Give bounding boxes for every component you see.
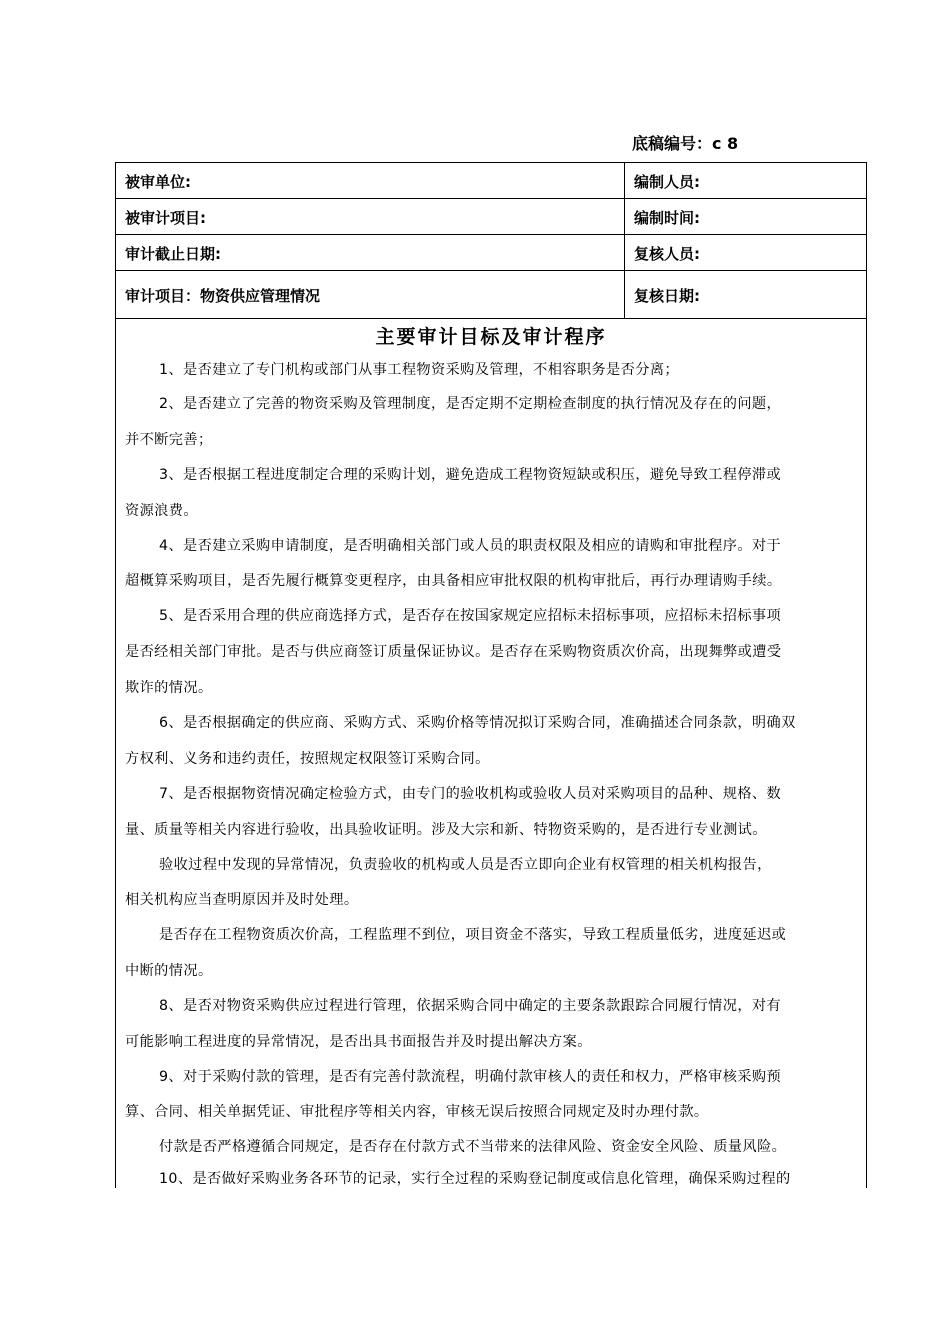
body-line: 9、对于采购付款的管理，是否有完善付款流程，明确付款审核人的责任和权力，严格审核采购预 (159, 1069, 782, 1085)
body-line: 欺诈的情况。 (125, 680, 213, 696)
body-line: 2、是否建立了完善的物资采购及管理制度，是否定期不定期检查制度的执行情况及存在的问题， (159, 396, 782, 412)
body-line: 10、是否做好采购业务各环节的记录，实行全过程的采购登记制度或信息化管理，确保采购过程的 (159, 1171, 791, 1187)
section-title: 主要审计目标及审计程序 (375, 326, 607, 348)
row-divider (116, 318, 866, 319)
prepared-date-label: 编制时间: (634, 209, 700, 227)
doc-number: 底稿编号：c 8 (632, 134, 739, 153)
row-divider (116, 234, 866, 235)
body-line: 可能影响工程进度的异常情况，是否出具书面报告并及时提出解决方案。 (125, 1034, 592, 1050)
body-line: 7、是否根据物资情况确定检验方式，由专门的验收机构或验收人员对采购项目的品种、规格、数 (159, 786, 782, 802)
body-line: 资源浪费。 (125, 503, 198, 519)
body-line: 8、是否对物资采购供应过程进行管理，依据采购合同中确定的主要条款跟踪合同履行情况，对有 (159, 998, 782, 1014)
body-line: 5、是否采用合理的供应商选择方式，是否存在按国家规定应招标未招标事项，应招标未招标事项 (159, 608, 782, 624)
row-divider (116, 270, 866, 271)
audit-cutoff-date-label: 审计截止日期: (125, 245, 221, 263)
column-divider (624, 163, 625, 318)
body-line: 6、是否根据确定的供应商、采购方式、采购价格等情况拟订采购合同，准确描述合同条款，明确双 (159, 715, 796, 731)
body-line: 相关机构应当查明原因并及时处理。 (125, 892, 359, 908)
body-line: 1、是否建立了专门机构或部门从事工程物资采购及管理，不相容职务是否分离； (159, 362, 679, 378)
audit-item-label: 审计项目：物资供应管理情况 (125, 287, 321, 305)
row-divider (116, 198, 866, 199)
audited-project-label: 被审计项目: (125, 209, 206, 227)
audited-unit-label: 被审单位: (125, 173, 191, 191)
review-date-label: 复核日期: (634, 287, 700, 305)
body-line: 超概算采购项目，是否先履行概算变更程序，由具备相应审批权限的机构审批后，再行办理请购手续。 (125, 573, 782, 589)
body-line: 量、质量等相关内容进行验收，出具验收证明。涉及大宗和新、特物资采购的，是否进行专业测试。 (125, 822, 767, 838)
body-line: 4、是否建立采购申请制度，是否明确相关部门或人员的职责权限及相应的请购和审批程序。对于 (159, 538, 782, 554)
preparer-label: 编制人员: (634, 173, 700, 191)
body-line: 算、合同、相关单据凭证、审批程序等相关内容，审核无误后按照合同规定及时办理付款。 (125, 1104, 709, 1120)
body-line: 付款是否严格遵循合同规定，是否存在付款方式不当带来的法律风险、资金安全风险、质量风险。 (159, 1139, 787, 1155)
reviewer-label: 复核人员: (634, 245, 700, 263)
body-line: 中断的情况。 (125, 963, 213, 979)
audit-worksheet-table (115, 162, 867, 1188)
body-line: 验收过程中发现的异常情况，负责验收的机构或人员是否立即向企业有权管理的相关机构报告， (159, 857, 772, 873)
body-line: 方权利、义务和违约责任，按照规定权限签订采购合同。 (125, 751, 490, 767)
body-line: 是否存在工程物资质次价高，工程监理不到位，项目资金不落实，导致工程质量低劣，进度延迟或 (159, 927, 787, 943)
body-line: 是否经相关部门审批。是否与供应商签订质量保证协议。是否存在采购物资质次价高，出现舞弊或遭受 (125, 644, 782, 660)
body-line: 并不断完善； (125, 432, 213, 448)
body-line: 3、是否根据工程进度制定合理的采购计划，避免造成工程物资短缺或积压，避免导致工程停滞或 (159, 467, 782, 483)
